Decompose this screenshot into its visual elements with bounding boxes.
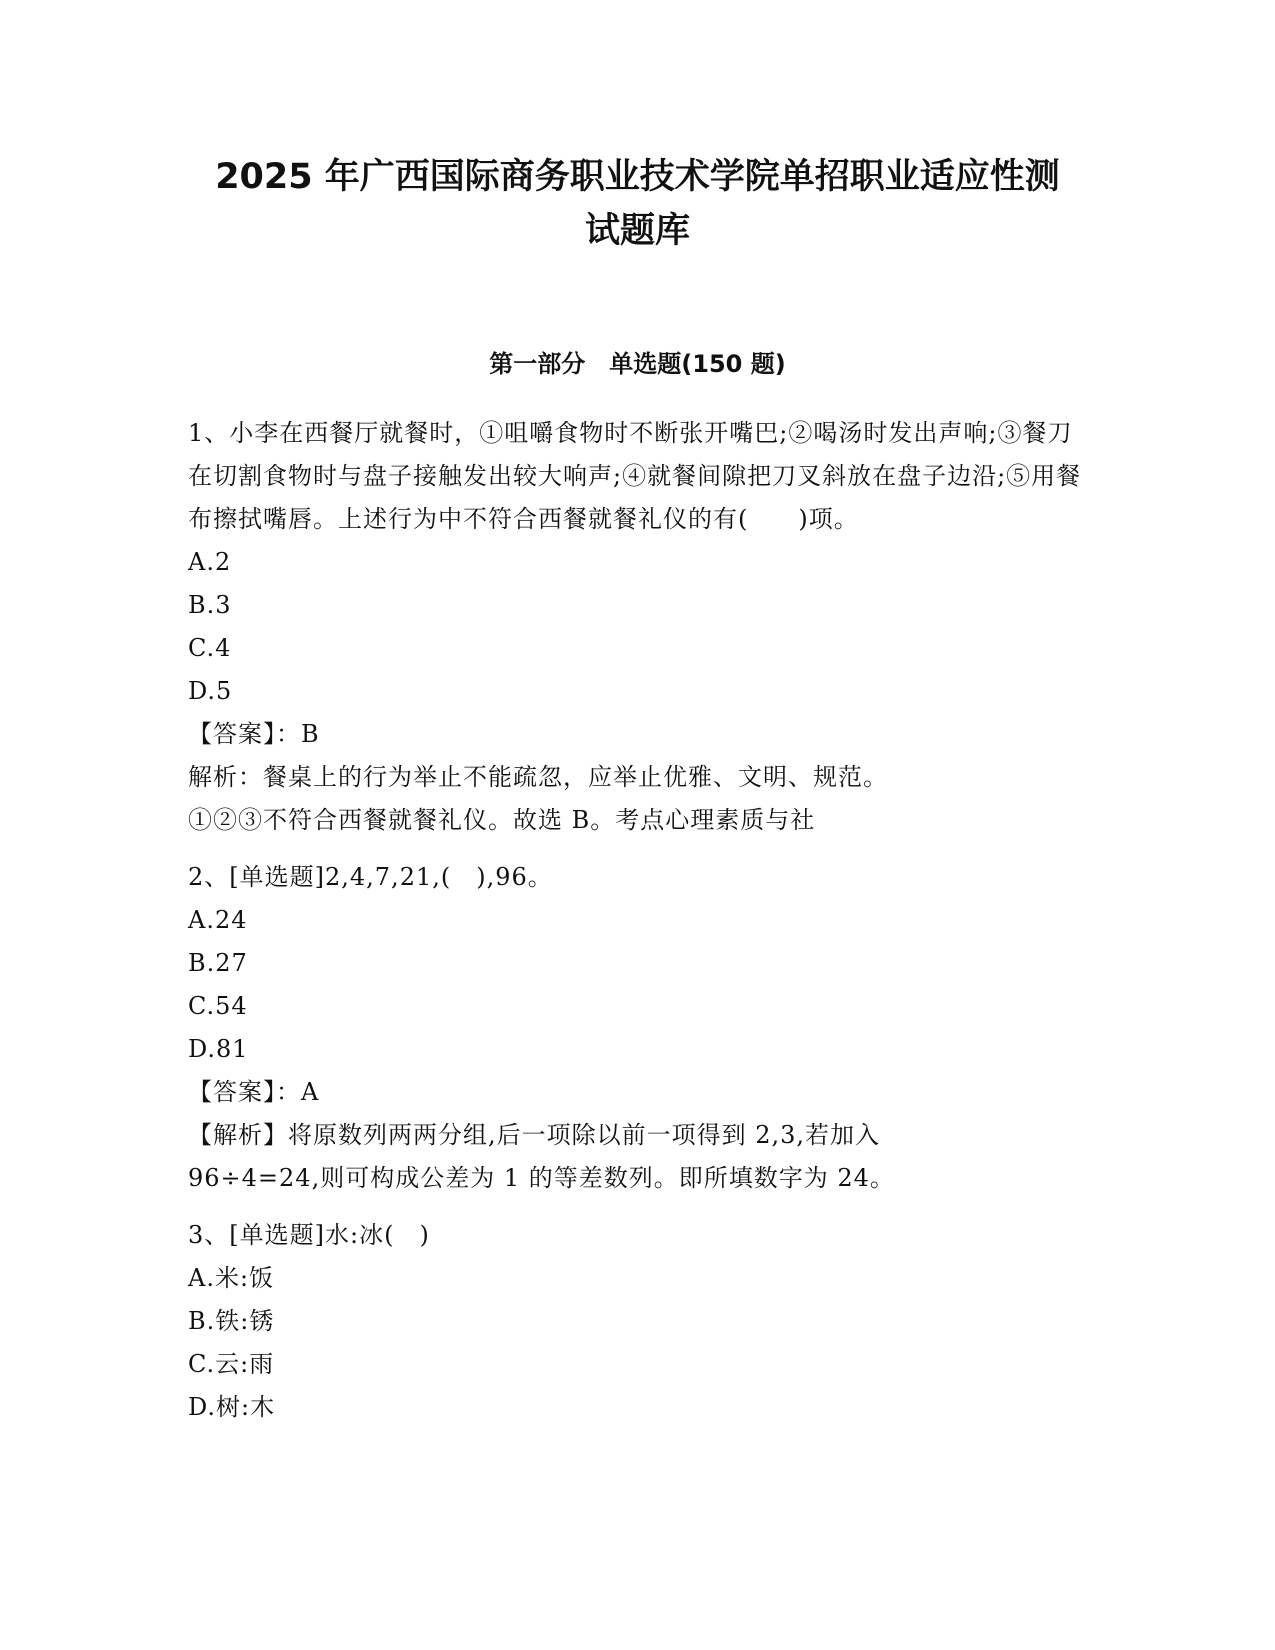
question-stem: 1、小李在西餐厅就餐时，①咀嚼食物时不断张开嘴巴;②喝汤时发出声响;③餐刀在切割食物时与盘子接触发出较大响声;④就餐间隙把刀叉斜放在盘子边沿;⑤用餐布擦拭嘴唇。上述行为中不符合西餐就餐礼仪的有( )项。 <box>188 419 1082 533</box>
option-c: C.云:雨 <box>188 1350 275 1378</box>
option-c: C.4 <box>188 634 232 662</box>
option-b: B.3 <box>188 591 232 619</box>
option-a: A.米:饭 <box>188 1264 275 1292</box>
question-stem: 2、[单选题]2,4,7,21,( ),96。 <box>188 863 553 891</box>
question-2 <box>188 856 1083 1200</box>
analysis-line: 【解析】将原数列两两分组,后一项除以前一项得到 2,3,若加入 <box>188 1121 881 1149</box>
option-d: D.81 <box>188 1035 249 1063</box>
document-title-line-1: 2025 年广西国际商务职业技术学院单招职业适应性测 <box>215 157 1060 197</box>
option-d: D.树:木 <box>188 1393 276 1421</box>
option-d: D.5 <box>188 677 233 705</box>
question-list <box>188 412 1083 1443</box>
option-b: B.27 <box>188 949 248 977</box>
document-title-line-2: 试题库 <box>584 211 690 251</box>
answer-line: 【答案】：B <box>188 720 320 748</box>
analysis-line: 解析：餐桌上的行为举止不能疏忽，应举止优雅、文明、规范。 <box>188 763 888 791</box>
answer-line: 【答案】：A <box>188 1078 320 1106</box>
question-3 <box>188 1214 1083 1429</box>
section-heading: 第一部分 单选题(150 题) <box>489 350 786 378</box>
analysis-line: ①②③不符合西餐就餐礼仪。故选 B。考点心理素质与社 <box>188 806 816 834</box>
document-title <box>140 150 1135 258</box>
question-stem: 3、[单选题]水:冰( ) <box>188 1221 430 1249</box>
option-b: B.铁:锈 <box>188 1307 275 1335</box>
option-c: C.54 <box>188 992 248 1020</box>
question-1 <box>188 412 1083 842</box>
option-a: A.2 <box>188 548 232 576</box>
option-a: A.24 <box>188 906 248 934</box>
analysis-line: 96÷4=24,则可构成公差为 1 的等差数列。即所填数字为 24。 <box>188 1164 895 1192</box>
